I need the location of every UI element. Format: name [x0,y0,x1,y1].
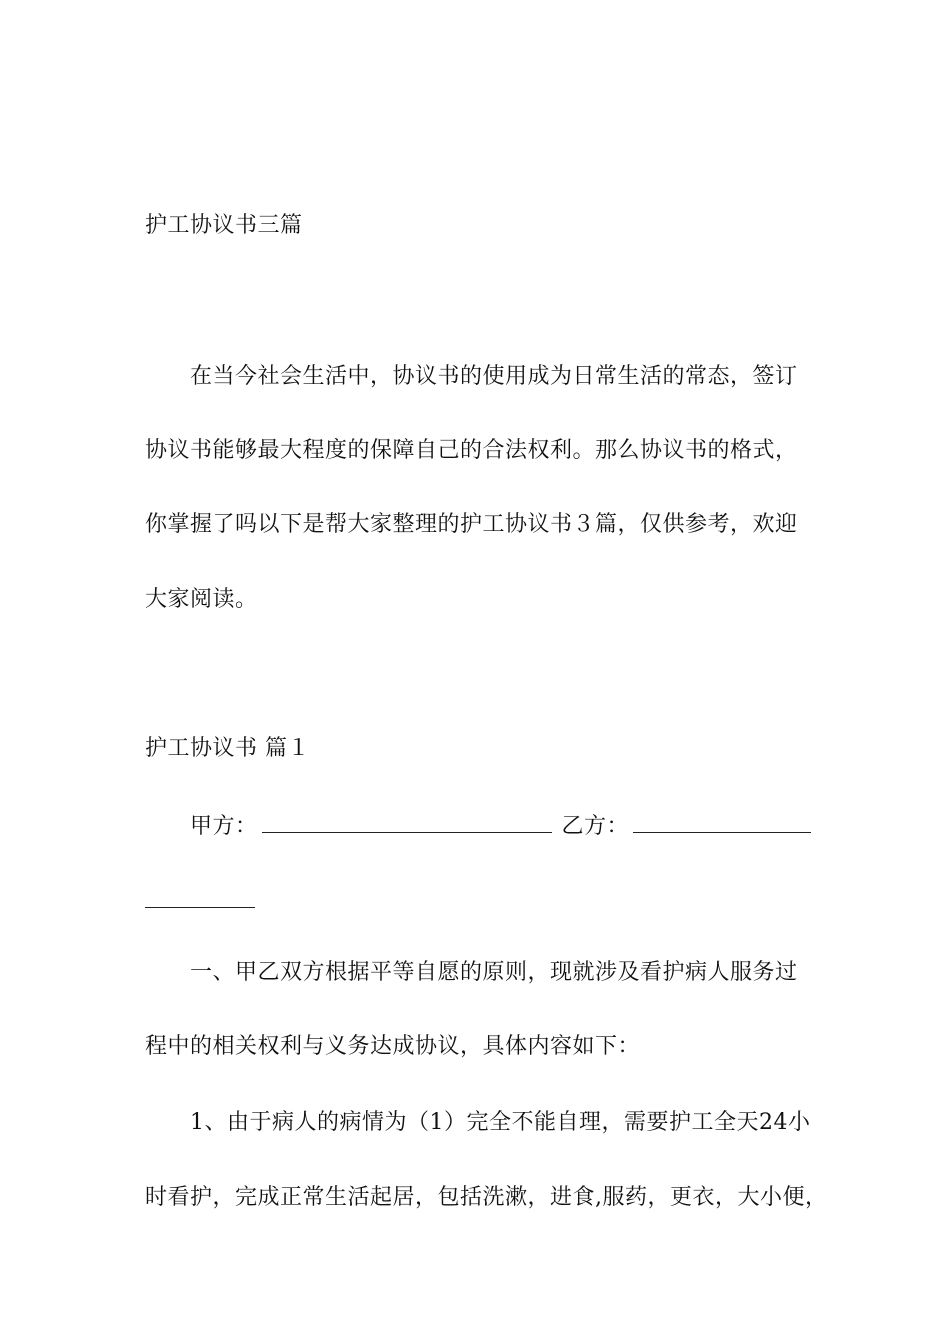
party-line [190,810,811,842]
section-heading: 护工协议书 篇１ [145,736,310,761]
clause-one-line-1: 一、甲乙双方根据平等自愿的原则，现就涉及看护病人服务过 [190,960,798,985]
clause-one-line-2: 程中的相关权利与义务达成协议，具体内容如下： [145,1034,641,1059]
party-a-field[interactable] [262,810,552,833]
item-one-line-1: 1、由于病人的病情为（1）完全不能自理，需要护工全天24小 [190,1110,811,1135]
document-title: 护工协议书三篇 [145,213,303,238]
intro-line-2: 协议书能够最大程度的保障自己的合法权利。那么协议书的格式， [145,438,798,463]
party-b-field-continued[interactable] [145,907,255,908]
party-a-label: 甲方： [190,814,258,839]
item-one-line-2: 时看护，完成正常生活起居，包括洗漱，进食,服药，更衣，大小便， [145,1185,828,1210]
intro-line-1: 在当今社会生活中，协议书的使用成为日常生活的常态，签订 [190,364,798,389]
intro-line-3: 你掌握了吗以下是帮大家整理的护工协议书３篇，仅供参考，欢迎 [145,512,798,537]
intro-line-4: 大家阅读。 [145,587,258,612]
party-b-label: 乙方： [561,814,630,839]
party-b-field[interactable] [633,810,811,833]
